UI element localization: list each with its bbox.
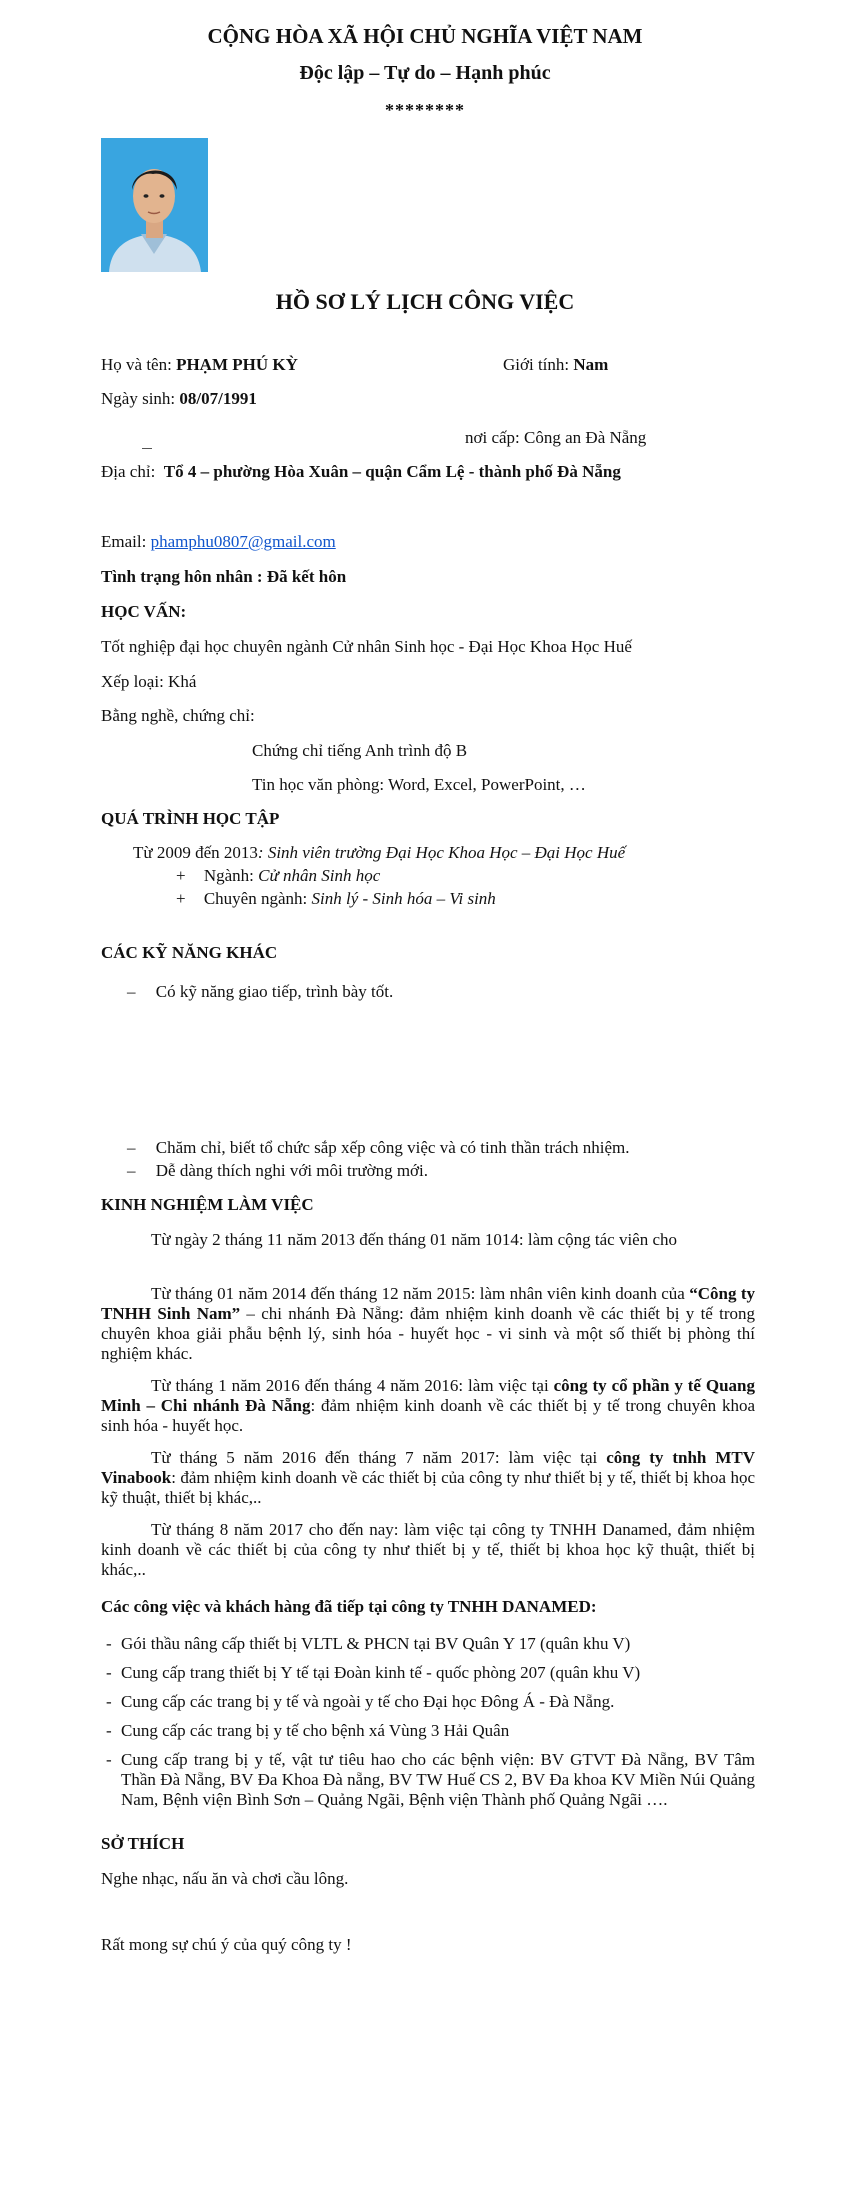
- address-label: Địa chỉ:: [101, 462, 156, 481]
- skill-item: [127, 982, 393, 1002]
- dob-row: [101, 389, 257, 409]
- study-heading: QUÁ TRÌNH HỌC TẬP: [101, 809, 280, 828]
- hyphen-bullet: -: [106, 1750, 112, 1769]
- address-value: Tổ 4 – phường Hòa Xuân – quận Cẩm Lệ - thành phố Đà Nẵng: [163, 462, 621, 481]
- cert-item: Tin học văn phòng: Word, Excel, PowerPoint, …: [252, 775, 586, 794]
- study-item-label: Ngành:: [203, 866, 254, 885]
- skill-text: Có kỹ năng giao tiếp, trình bày tốt.: [155, 982, 394, 1001]
- gender-label: Giới tính:: [503, 355, 570, 374]
- company-name: công ty cổ phần y tế Quang Minh – Chi nhánh Đà Nẵng: [101, 1376, 755, 1415]
- skills-heading: CÁC KỸ NĂNG KHÁC: [101, 943, 278, 962]
- email-link[interactable]: phamphu0807@gmail.com: [150, 532, 336, 551]
- project-item: [106, 1692, 755, 1712]
- experience-paragraph: [101, 1448, 755, 1508]
- project-text: Cung cấp trang bị y tế, vật tư tiêu hao cho các bệnh viện: BV GTVT Đà Nẵng, BV Tâm Thần Đà Nẵng, BV Đa Khoa Đà nẵng, BV TW Huế CS 2, BV Đa khoa KV Miền Núi Quảng Nam, Bệnh viện Bình Sơn – Quảng Ngãi, Bệnh viện Thành phố Quảng Ngãi ….: [121, 1750, 755, 1809]
- experience-heading: KINH NGHIỆM LÀM VIỆC: [101, 1195, 314, 1214]
- experience-text: Từ tháng 5 năm 2016 đến tháng 7 năm 2017: làm việc tại: [151, 1448, 607, 1467]
- email-label: Email:: [101, 532, 147, 551]
- hobbies-heading: SỞ THÍCH: [101, 1834, 185, 1853]
- study-period-desc: : Sinh viên trường Đại Học Khoa Học – Đại Học Huế: [257, 843, 626, 862]
- experience-text: : đảm nhiệm kinh doanh về các thiết bị của công ty như thiết bị y tế, thiết bị khoa học kỹ thuật, thiết bị khác,..: [101, 1468, 755, 1507]
- project-item: [106, 1721, 755, 1741]
- dob-label: Ngày sinh:: [101, 389, 176, 408]
- hobbies-text: Nghe nhạc, nấu ăn và chơi cầu lông.: [101, 1869, 349, 1888]
- portrait-photo: [101, 138, 208, 272]
- hyphen-bullet: -: [106, 1663, 112, 1682]
- project-text: Cung cấp trang thiết bị Y tế tại Đoàn kinh tế - quốc phòng 207 (quân khu V): [121, 1663, 641, 1682]
- project-text: Cung cấp các trang bị y tế và ngoài y tế cho Đại học Đông Á - Đà Nẵng.: [121, 1692, 615, 1711]
- plus-bullet: +: [176, 866, 186, 885]
- experience-paragraph: [101, 1284, 755, 1364]
- study-period-row: [133, 843, 625, 863]
- project-text: Cung cấp các trang bị y tế cho bệnh xá Vùng 3 Hải Quân: [121, 1721, 510, 1740]
- project-item: [106, 1750, 755, 1810]
- dash-bullet: –: [127, 1161, 136, 1180]
- hyphen-bullet: -: [106, 1634, 112, 1653]
- experience-text: Từ tháng 8 năm 2017 cho đến nay: làm việc tại công ty TNHH Danamed, đảm nhiệm kinh doanh về các thiết bị của công ty như thiết bị y tế, thiết bị khoa học kỹ thuật, thiết bị khác,..: [101, 1520, 755, 1579]
- name-label: Họ và tên:: [101, 355, 172, 374]
- plus-bullet: +: [176, 889, 186, 908]
- nation-heading: CỘNG HÒA XÃ HỘI CHỦ NGHĨA VIỆT NAM: [207, 24, 643, 48]
- experience-text: – chi nhánh Đà Nẵng: đảm nhiệm kinh doanh về các thiết bị y tế trong chuyên khoa giải phẫu bệnh lý, sinh hóa - huyết học - vi sinh và một số thiết bị phòng thí nghiệm khác.: [101, 1304, 755, 1363]
- dash-bullet: –: [127, 982, 136, 1001]
- hyphen-bullet: -: [106, 1721, 112, 1740]
- email-row: [101, 532, 336, 552]
- projects-heading: Các công việc và khách hàng đã tiếp tại công ty TNHH DANAMED:: [101, 1597, 597, 1616]
- id-issued-place: nơi cấp: Công an Đà Nẵng: [465, 428, 647, 447]
- skill-text: Dễ dàng thích nghi với môi trường mới.: [155, 1161, 429, 1180]
- skill-text: Chăm chỉ, biết tổ chức sắp xếp công việc và có tinh thần trách nhiệm.: [155, 1138, 630, 1157]
- gender-row: [503, 355, 608, 375]
- faint-mark: [142, 448, 152, 449]
- study-item-label: Chuyên ngành:: [203, 889, 308, 908]
- dob-value: 08/07/1991: [179, 389, 257, 408]
- experience-paragraph: [101, 1230, 755, 1250]
- study-period: Từ 2009 đến 2013: [133, 843, 258, 862]
- marital-value: Đã kết hôn: [266, 567, 347, 586]
- education-rank: Xếp loại: Khá: [101, 672, 197, 691]
- dash-bullet: –: [127, 1138, 136, 1157]
- experience-text: Từ tháng 01 năm 2014 đến tháng 12 năm 2015: làm nhân viên kinh doanh của: [151, 1284, 690, 1303]
- name-row: [101, 355, 298, 375]
- education-heading: HỌC VẤN:: [101, 602, 187, 621]
- document-title: HỒ SƠ LÝ LỊCH CÔNG VIỆC: [275, 289, 575, 314]
- study-item: [176, 889, 496, 909]
- portrait-photo-icon: [101, 138, 208, 272]
- name-value: PHẠM PHÚ KỲ: [176, 355, 298, 374]
- skill-item: [127, 1161, 428, 1181]
- marital-row: [101, 567, 346, 587]
- skill-item: [127, 1138, 629, 1158]
- project-item: [106, 1634, 755, 1654]
- study-item-value: Cử nhân Sinh học: [258, 866, 381, 885]
- stars-divider: ********: [385, 100, 465, 120]
- project-item: [106, 1663, 755, 1683]
- experience-paragraph: [101, 1520, 755, 1580]
- hyphen-bullet: -: [106, 1692, 112, 1711]
- experience-text: : đảm nhiệm kinh doanh về các thiết bị y tế trong chuyên khoa sinh hóa - huyết học.: [101, 1396, 755, 1435]
- address-row: [101, 462, 621, 482]
- education-degree: Tốt nghiệp đại học chuyên ngành Cử nhân Sinh học - Đại Học Khoa Học Huế: [101, 637, 632, 656]
- experience-paragraph: [101, 1376, 755, 1436]
- company-name: công ty tnhh MTV Vinabook: [101, 1448, 755, 1487]
- experience-text: Từ tháng 1 năm 2016 đến tháng 4 năm 2016: làm việc tại: [151, 1376, 554, 1395]
- study-item: [176, 866, 380, 886]
- company-name: “Công ty TNHH Sinh Nam”: [101, 1284, 755, 1323]
- cert-item: Chứng chỉ tiếng Anh trình độ B: [252, 741, 468, 760]
- study-item-value: Sinh lý - Sinh hóa – Vi sinh: [311, 889, 496, 908]
- project-text: Gói thầu nâng cấp thiết bị VLTL & PHCN tại BV Quân Y 17 (quân khu V): [121, 1634, 631, 1653]
- certs-label: Bằng nghề, chứng chỉ:: [101, 706, 255, 725]
- closing-text: Rất mong sự chú ý của quý công ty !: [101, 1935, 352, 1954]
- gender-value: Nam: [573, 355, 609, 374]
- motto-heading: Độc lập – Tự do – Hạnh phúc: [299, 62, 551, 84]
- experience-text: Từ ngày 2 tháng 11 năm 2013 đến tháng 01 năm 1014: làm cộng tác viên cho: [151, 1230, 678, 1249]
- marital-label: Tình trạng hôn nhân :: [101, 567, 263, 586]
